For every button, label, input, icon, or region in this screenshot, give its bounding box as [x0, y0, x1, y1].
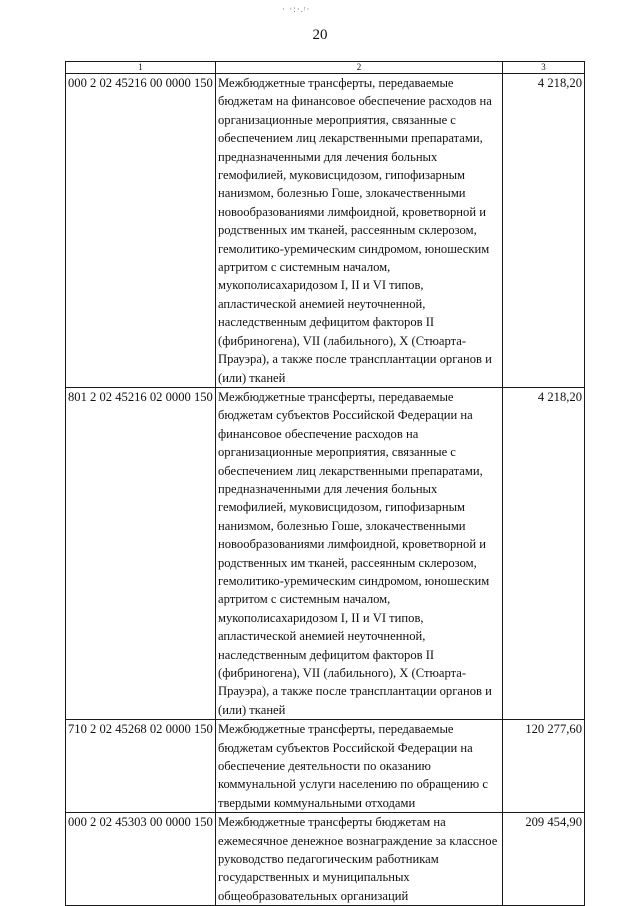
- table-header: [66, 62, 585, 74]
- description-cell: Межбюджетные трансферты, передаваемые бюджетам субъектов Российской Федерации на финансовое обеспечение расходов на организационные мероприятия, связанные с обеспечением лиц лекарственными препаратами, предназначенными для лечения больных гемофилией, муковисцидозом, гипофизарным нанизмом, болезнью Гоше, злокачественными новообразованиями лимфоидной, кроветворной и родственных им тканей, рассеянным склерозом, гемолитико-уремическим синдромом, юношеским артритом с системным началом, мукополисахаридозом I, II и VI типов, апластической анемией неуточненной, наследственным дефицитом факторов II (фибриногена), VII (лабильного), X (Стюарта-Прауэра), а также после трансплантации органов и (или) тканей: [216, 387, 503, 719]
- budget-code-cell: 710 2 02 45268 02 0000 150: [66, 720, 216, 813]
- amount-cell: 4 218,20: [503, 74, 585, 388]
- header-col-name: 2: [216, 62, 503, 74]
- description-cell: Межбюджетные трансферты, передаваемые бюджетам субъектов Российской Федерации на обеспечение деятельности по оказанию коммунальной услуги населению по обращению с твердыми коммунальными отходами: [216, 720, 503, 813]
- header-row: [66, 62, 585, 74]
- table-row: [66, 720, 585, 813]
- table-row: [66, 387, 585, 719]
- table-row: [66, 813, 585, 906]
- header-col-code: 1: [66, 62, 216, 74]
- table-body: [66, 74, 585, 906]
- description-cell: Межбюджетные трансферты бюджетам на ежемесячное денежное вознаграждение за классное руководство педагогическим работникам государственных и муниципальных общеобразовательных организаций: [216, 813, 503, 906]
- scan-speck: · ·:·.ᵎ·: [282, 4, 311, 14]
- header-col-sum: 3: [503, 62, 585, 74]
- budget-code-cell: 801 2 02 45216 02 0000 150: [66, 387, 216, 719]
- budget-code-cell: 000 2 02 45216 00 0000 150: [66, 74, 216, 388]
- amount-cell: 4 218,20: [503, 387, 585, 719]
- description-cell: Межбюджетные трансферты, передаваемые бюджетам на финансовое обеспечение расходов на организационные мероприятия, связанные с обеспечением лиц лекарственными препаратами, предназначенными для лечения больных гемофилией, муковисцидозом, гипофизарным нанизмом, болезнью Гоше, злокачественными новообразованиями лимфоидной, кроветворной и родственных им тканей, рассеянным склерозом, гемолитико-уремическим синдромом, юношеским артритом с системным началом, мукополисахаридозом I, II и VI типов, апластической анемией неуточненной, наследственным дефицитом факторов II (фибриногена), VII (лабильного), X (Стюарта-Прауэра), а также после трансплантации органов и (или) тканей: [216, 74, 503, 388]
- table-row: [66, 74, 585, 388]
- budget-table: [65, 61, 585, 906]
- amount-cell: 209 454,90: [503, 813, 585, 906]
- page-number: 20: [312, 27, 328, 43]
- amount-cell: 120 277,60: [503, 720, 585, 813]
- budget-code-cell: 000 2 02 45303 00 0000 150: [66, 813, 216, 906]
